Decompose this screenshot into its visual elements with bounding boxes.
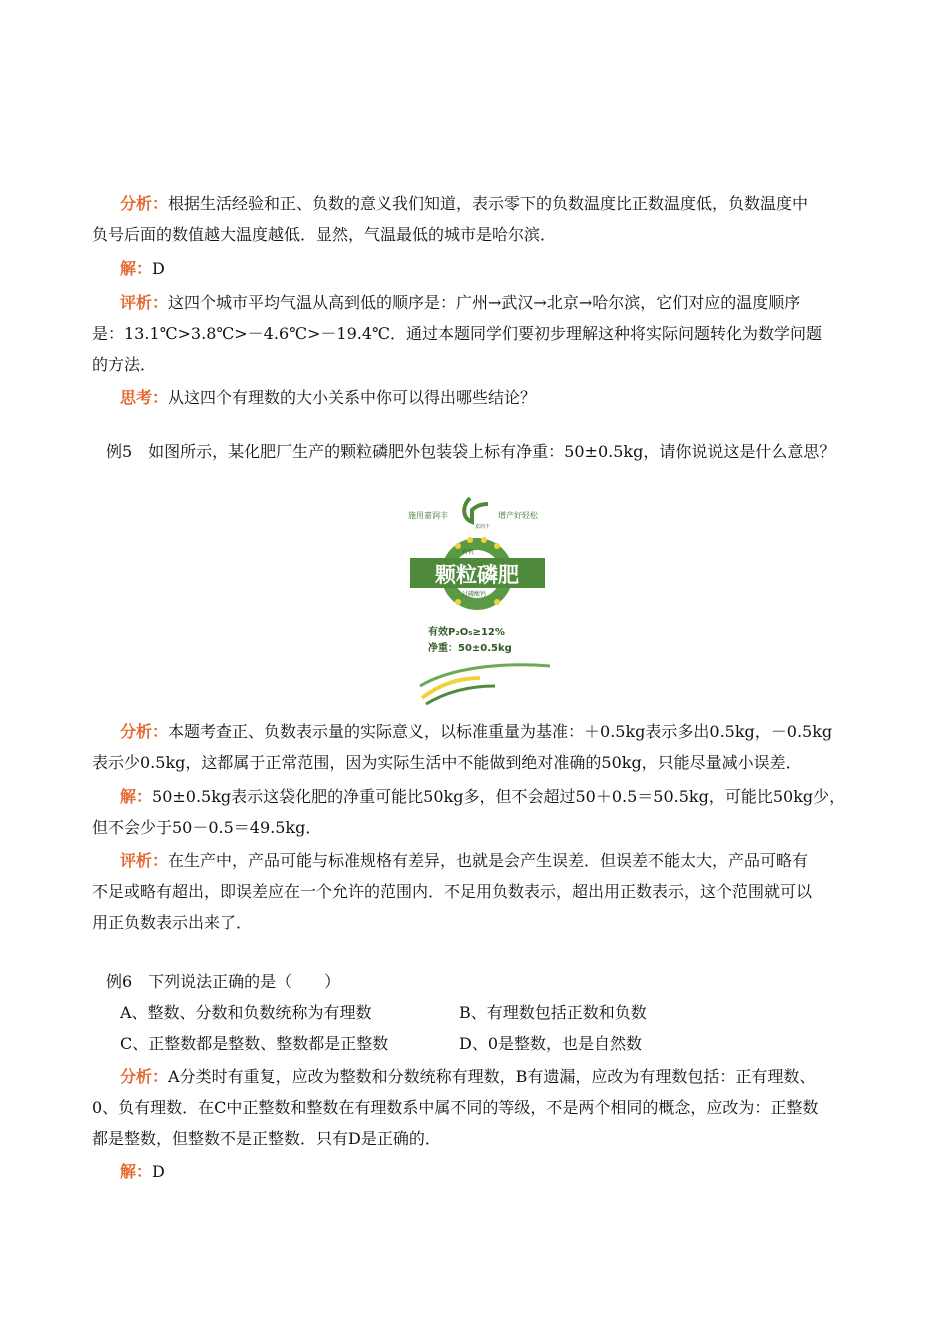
- solution-line: 50±0.5kg表示这袋化肥的净重可能比50kg多，但不会超过50＋0.5＝50.5kg，可能比50kg少，: [152, 787, 846, 806]
- ex4-analysis: [120, 188, 865, 219]
- ex5-comment-cont: 不足或略有超出，即误差应在一个允许的范围内．不足用负数表示，超出用正数表示，这个范围就可以: [92, 882, 813, 901]
- ex5-analysis-cont: 表示少0.5kg，这都属于正常范围，因为实际生活中不能做到绝对准确的50kg，只能尽量减小误差．: [92, 753, 802, 772]
- bag-product-sub: 过磷酸钙: [462, 591, 487, 598]
- analysis-line: 根据生活经验和正、负数的意义我们知道，表示零下的负数温度比正数温度低，负数温度中: [168, 194, 809, 213]
- solution-label: 解：: [120, 259, 153, 278]
- option-a: A、整数、分数和负数统称为有理数: [120, 1003, 372, 1022]
- ex6-question: 例6 下列说法正确的是（ ）: [106, 972, 341, 991]
- bag-product-small: 有机: [462, 549, 475, 556]
- option-c: C、正整数都是整数、整数都是正整数: [120, 1034, 389, 1053]
- ex4-solution: [120, 253, 865, 284]
- bag-slogan-left: 施用嘉润丰: [408, 511, 448, 520]
- ex4-comment: [120, 287, 865, 318]
- fertilizer-bag-image: [400, 472, 555, 708]
- ex5-solution: [120, 781, 880, 812]
- analysis-label: 分析：: [120, 722, 169, 741]
- analysis-line: 本题考查正、负数表示量的实际意义，以标准重量为基准：＋0.5kg表示多出0.5kg，－0.5kg: [168, 722, 833, 741]
- ex5-analysis: [120, 716, 865, 747]
- ex5-question: 例5 如图所示，某化肥厂生产的颗粒磷肥外包装袋上标有净重：50±0.5kg，请你说说这是什么意思？: [106, 442, 836, 461]
- ex4-comment-cont: 是：13.1℃>3.8℃>－4.6℃>－19.4℃．通过本题同学们要初步理解这种将实际问题转化为数学问题: [92, 324, 822, 343]
- solution-label: 解：: [120, 1162, 153, 1181]
- ex4-think: [120, 382, 865, 413]
- ex6-analysis: [120, 1061, 865, 1092]
- bag-logo-text: 嘉润丰: [475, 524, 491, 530]
- ex4-comment-cont: 的方法．: [92, 355, 157, 374]
- ex6-analysis-cont: 都是整数，但整数不是正整数．只有D是正确的．: [92, 1129, 441, 1148]
- ex5-comment: [120, 845, 865, 876]
- comment-label: 评析：: [120, 293, 169, 312]
- bag-spec-1: 有效P₂O₅≥12%: [428, 627, 505, 638]
- ex6-solution: [120, 1156, 865, 1187]
- analysis-line: A分类时有重复，应改为整数和分数统称有理数，B有遗漏，应改为有理数包括：正有理数、: [168, 1067, 816, 1086]
- bag-spec-2: 净重：50±0.5kg: [428, 643, 512, 654]
- solution-label: 解：: [120, 787, 153, 806]
- option-b: B、有理数包括正数和负数: [459, 1003, 647, 1022]
- think-label: 思考：: [120, 388, 169, 407]
- solution-text: D: [152, 1162, 165, 1181]
- analysis-label: 分析：: [120, 1067, 169, 1086]
- ex5-solution-cont: 但不会少于50－0.5＝49.5kg．: [92, 818, 322, 837]
- comment-line: 这四个城市平均气温从高到低的顺序是：广州→武汉→北京→哈尔滨，它们对应的温度顺序: [168, 293, 801, 312]
- solution-text: D: [152, 259, 165, 278]
- comment-label: 评析：: [120, 851, 169, 870]
- think-text: 从这四个有理数的大小关系中你可以得出哪些结论？: [168, 388, 537, 407]
- analysis-label: 分析：: [120, 194, 169, 213]
- ex4-analysis-cont: 负号后面的数值越大温度越低．显然，气温最低的城市是哈尔滨．: [92, 225, 557, 244]
- comment-line: 在生产中，产品可能与标准规格有差异，也就是会产生误差．但误差不能太大，产品可略有: [168, 851, 809, 870]
- bag-product-name: 颗粒磷肥: [435, 563, 519, 587]
- ex6-analysis-cont: 0、负有理数．在C中正整数和整数在有理数系中属不同的等级，不是两个相同的概念，应改为：正整数: [92, 1098, 819, 1117]
- ex5-comment-cont: 用正负数表示出来了．: [92, 913, 253, 932]
- option-d: D、0是整数，也是自然数: [459, 1034, 643, 1053]
- bag-slogan-right: 增产好轻松: [498, 511, 538, 520]
